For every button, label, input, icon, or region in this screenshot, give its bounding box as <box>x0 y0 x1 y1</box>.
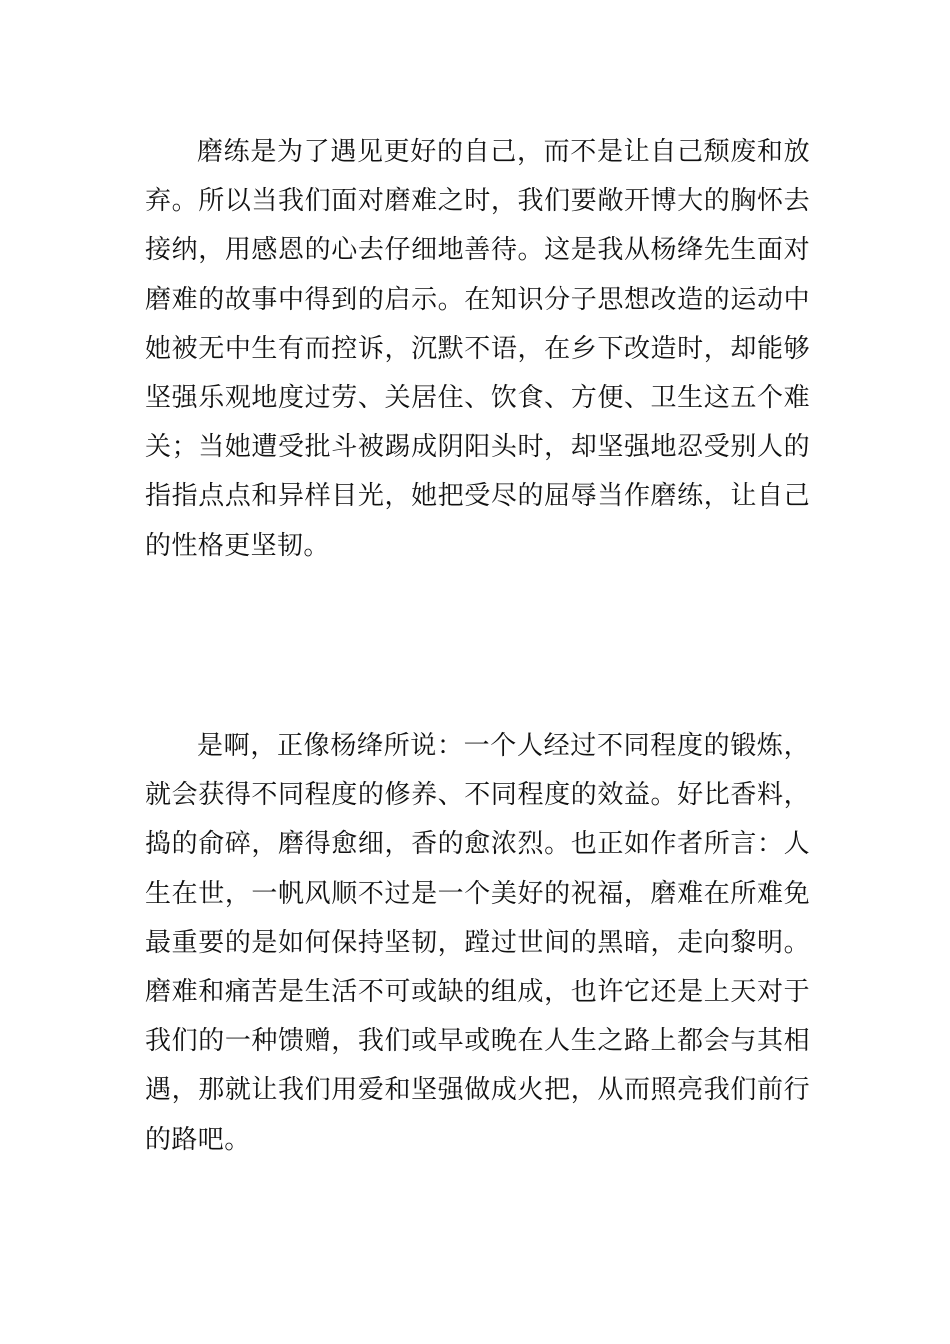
paragraph-1: 磨练是为了遇见更好的自己，而不是让自己颓废和放弃。所以当我们面对磨难之时，我们要敞开博大的胸怀去接纳，用感恩的心去仔细地善待。这是我从杨绛先生面对磨难的故事中得到的启示。在知识分子思想改造的运动中她被无中生有而控诉，沉默不语，在乡下改造时，却能够坚强乐观地度过劳、关居住、饮食、方便、卫生这五个难关；当她遭受批斗被踢成阴阳头时，却坚强地忍受别人的指指点点和异样目光，她把受尽的屈辱当作磨练，让自己的性格更坚韧。 <box>145 137 810 561</box>
paragraph-2: 是啊，正像杨绛所说：一个人经过不同程度的锻炼，就会获得不同程度的修养、不同程度的效益。好比香料，捣的俞碎，磨得愈细，香的愈浓烈。也正如作者所言：人生在世，一帆风顺不过是一个美好的祝福，磨难在所难免最重要的是如何保持坚韧，蹚过世间的黑暗，走向黎明。磨难和痛苦是生活不可或缺的组成，也许它还是上天对于我们的一种馈赠，我们或早或晚在人生之路上都会与其相遇，那就让我们用爱和坚强做成火把，从而照亮我们前行的路吧。 <box>145 731 810 1155</box>
